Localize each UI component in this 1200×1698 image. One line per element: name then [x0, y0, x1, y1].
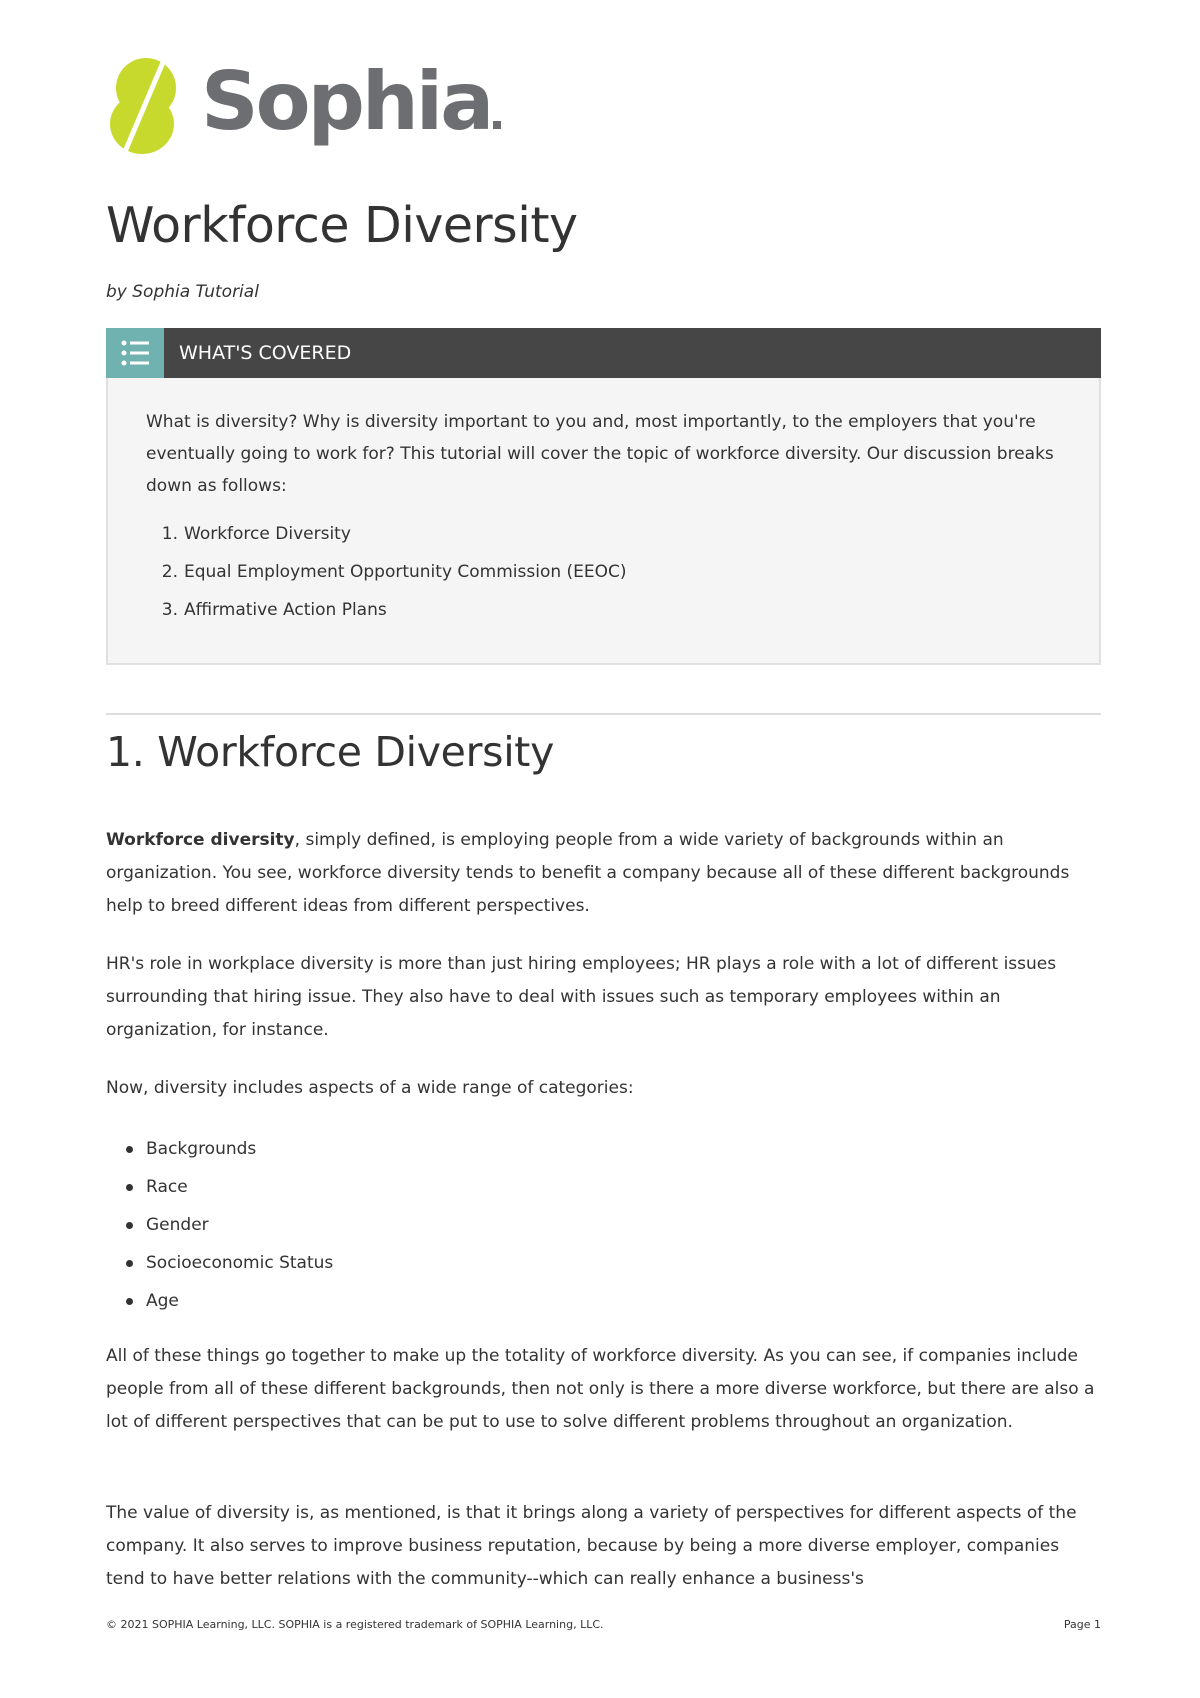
footer-page-number: Page 1 — [1063, 1618, 1101, 1631]
list-item — [106, 1282, 333, 1320]
list-item — [106, 1244, 333, 1282]
list-item-label: Race — [146, 1177, 188, 1197]
paragraph-definition — [106, 824, 1101, 923]
list-item-label: Gender — [146, 1215, 209, 1235]
list-item-label: Age — [146, 1291, 179, 1311]
key-term: Workforce diversity — [106, 830, 295, 850]
whats-covered-header — [106, 328, 1101, 378]
sophia-s-icon — [106, 56, 184, 156]
list-item-label: Backgrounds — [146, 1139, 257, 1159]
list-item — [146, 594, 627, 632]
categories-list — [106, 1130, 333, 1320]
list-item — [146, 518, 627, 556]
list-item — [106, 1206, 333, 1244]
bullet-icon — [126, 1222, 133, 1229]
byline: by Sophia Tutorial — [106, 282, 259, 302]
paragraph-hr-role: HR's role in workplace diversity is more than just hiring employees; HR plays a role with a lot of different issues surrounding that hiring issue. They also have to deal with issues such as temporary employees within an organization, for instance. — [106, 954, 1057, 1040]
list-icon — [121, 340, 149, 366]
bullet-icon — [126, 1184, 133, 1191]
whats-covered-title: WHAT'S COVERED — [179, 342, 352, 364]
paragraph-value: The value of diversity is, as mentioned, is that it brings along a variety of perspectives for different aspects of the company. It also serves to improve business reputation, because by being a more diverse employer, companies tend to have better relations with the community--which can really enhance a business's — [106, 1503, 1077, 1589]
list-item-label: Socioeconomic Status — [146, 1253, 334, 1273]
list-item-number: 2. — [161, 562, 178, 582]
logo-text: Sophia — [201, 55, 492, 148]
covered-list — [146, 518, 627, 632]
list-item-number: 3. — [161, 600, 178, 620]
paragraph-categories-intro: Now, diversity includes aspects of a wide range of categories: — [106, 1078, 634, 1098]
list-item-label: Affirmative Action Plans — [184, 600, 387, 620]
list-item-label: Workforce Diversity — [184, 524, 351, 544]
paragraph-totality: All of these things go together to make up the totality of workforce diversity. As you can see, if companies include people from all of these different backgrounds, then not only is there a more diverse workforce, but there are also a lot of different perspectives that can be put to use to solve different problems throughout an organization. — [106, 1346, 1095, 1432]
list-item-number: 1. — [161, 524, 178, 544]
bullet-icon — [126, 1260, 133, 1267]
list-item — [106, 1130, 333, 1168]
list-icon-box — [106, 328, 164, 378]
covered-intro: What is diversity? Why is diversity important to you and, most importantly, to the employers that you're eventually going to work for? This tutorial will cover the topic of workforce diversity. Our discussion breaks down as follows: — [146, 412, 1054, 496]
page-title: Workforce Diversity — [106, 197, 578, 254]
bullet-icon — [126, 1146, 133, 1153]
paragraph-text: , simply defined, is employing people from a wide variety of backgrounds within an organization. You see, workforce diversity tends to benefit a company because all of these different backgrounds help to breed different ideas from different perspectives. — [106, 830, 1070, 916]
section-divider — [106, 713, 1101, 715]
list-item-label: Equal Employment Opportunity Commission (EEOC) — [184, 562, 627, 582]
section-heading: 1. Workforce Diversity — [106, 728, 555, 776]
bullet-icon — [126, 1298, 133, 1305]
list-item — [106, 1168, 333, 1206]
whats-covered-box — [106, 328, 1101, 665]
sophia-logo — [106, 52, 526, 162]
logo-dot — [493, 121, 501, 129]
whats-covered-body — [106, 378, 1101, 665]
sophia-wordmark — [201, 52, 501, 152]
footer-copyright: © 2021 SOPHIA Learning, LLC. SOPHIA is a registered trademark of SOPHIA Learning, LLC. — [106, 1618, 604, 1631]
list-item — [146, 556, 627, 594]
